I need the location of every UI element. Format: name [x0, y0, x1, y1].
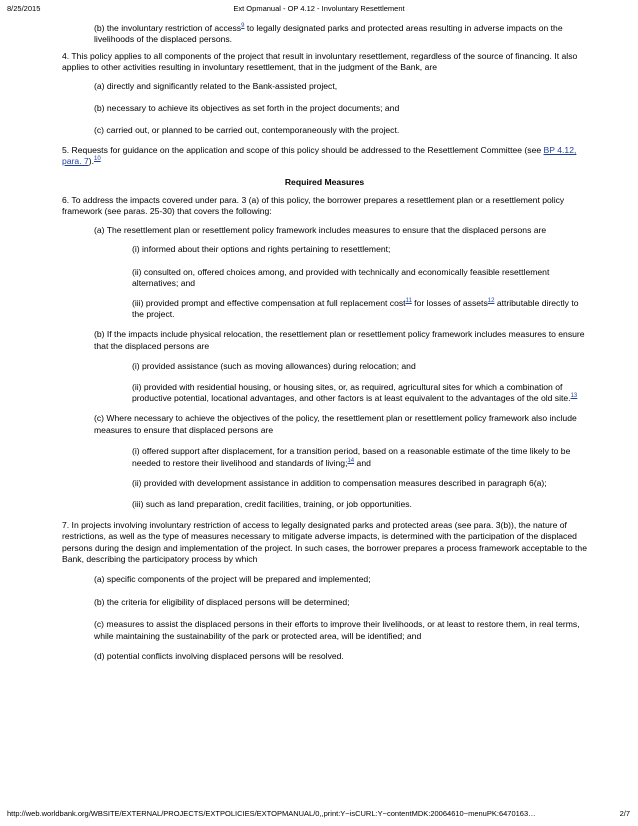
paragraph-7b: (b) the criteria for eligibility of displaced persons will be determined; [94, 596, 350, 607]
paragraph-4: 4. This policy applies to all components of the project that result in involuntary resettlement, regardless of the source of financing. It also applies to other activities resulting in involuntary resettlement, that in the judgment of the Bank, are [62, 50, 578, 73]
paragraph-6: 6. To address the impacts covered under para. 3 (a) of this policy, the borrower prepares a resettlement plan or a resettlement policy framework (see paras. 25-30) that covers the following: [62, 195, 565, 217]
paragraph-3b: (b) the involuntary restriction of access$^9$ to legally designated parks and protected areas resulting in adverse impacts on the livelihoods of the displaced persons. [94, 23, 563, 45]
footnote-link-10[interactable]: 10 [94, 156, 101, 163]
paragraph-6a-iii: (iii) provided prompt and effective compensation at full replacement cost$^{11}$ for losses of assets$^{12}$ attributable directly to the project. [132, 297, 579, 319]
page-number: 2/7 [619, 809, 630, 818]
paragraph-5: 5. Requests for guidance on the application and scope of this policy should be addressed to the Resettlement Committee (see BP 4.12, para. 7).$^{10}$ [62, 144, 577, 167]
paragraph-4b: (b) necessary to achieve its objectives as set forth in the project documents; and [94, 103, 400, 114]
paragraph-7: 7. In projects involving involuntary restriction of access to legally designated parks and protected areas (see para. 3(b)), the nature of restrictions, as well as the type of measures necessary to mitigate adverse impacts, is determined with the participation of the displaced persons during the design and implementation of the project. In such cases, the borrower prepares a process framework acceptable to the Bank, describing the participatory process by which [62, 519, 587, 564]
paragraph-6c-ii: (ii) provided with development assistance in addition to compensation measures described in paragraph 6(a); [132, 477, 547, 488]
footnote-link-13[interactable]: 13 [570, 392, 578, 399]
footnote-link-12[interactable]: 12 [487, 297, 495, 304]
paragraph-6c-iii: (iii) such as land preparation, credit facilities, training, or job opportunities. [132, 499, 412, 510]
footnote-link-11[interactable]: 11 [405, 297, 412, 304]
document-body [62, 23, 587, 662]
bp-4-12-link[interactable]: BP 4.12, para. 7 [62, 144, 577, 167]
paragraph-6c: (c) Where necessary to achieve the objectives of the policy, the resettlement plan or resettlement policy framework also include measures to ensure that displaced persons are [94, 413, 577, 435]
page-title: Ext Opmanual - OP 4.12 - Involuntary Resettlement [233, 4, 405, 13]
paragraph-6b-ii: (ii) provided with residential housing, or housing sites, or, as required, agricultural sites for which a combination of productive potential, locational advantages, and other factors is at least equivalent to the advantages of the old site.$^{13}$ [132, 381, 578, 403]
paragraph-6c-i: (i) offered support after displacement, for a transition period, based on a reasonable estimate of the time likely to be needed to restore their livelihood and standards of living;$^{14}$ and [132, 446, 571, 468]
footnote-link-9[interactable]: 9 [241, 23, 245, 29]
paragraph-6a: (a) The resettlement plan or resettlement policy framework includes measures to ensure that the displaced persons are [94, 224, 547, 235]
paragraph-6b: (b) If the impacts include physical relocation, the resettlement plan or resettlement policy framework includes measures to ensure that the displaced persons are [94, 329, 585, 351]
page-url: http://web.worldbank.org/WBSITE/EXTERNAL/PROJECTS/EXTPOLICIES/EXTOPMANUAL/0,,print:Y~isCURL:Y~contentMDK:20064610~menuPK:6470163… [7, 809, 536, 818]
paragraph-4a: (a) directly and significantly related to the Bank-assisted project, [94, 80, 338, 91]
paragraph-6a-i: (i) informed about their options and rights pertaining to resettlement; [132, 244, 391, 255]
paragraph-4c: (c) carried out, or planned to be carried out, contemporaneously with the project. [94, 125, 400, 136]
paragraph-6a-ii: (ii) consulted on, offered choices among, and provided with technically and economically feasible resettlement alternatives; and [132, 266, 550, 289]
paragraph-7a: (a) specific components of the project will be prepared and implemented; [94, 574, 371, 585]
paragraph-7c: (c) measures to assist the displaced persons in their efforts to improve their livelihoods, or at least to restore them, in real terms, while maintaining the sustainability of the park or protected area, will be identified; and [94, 619, 580, 641]
footnote-link-14[interactable]: 14 [347, 457, 355, 464]
paragraph-6b-i: (i) provided assistance (such as moving allowances) during relocation; and [132, 361, 416, 372]
print-date: 8/25/2015 [7, 4, 41, 13]
paragraph-7d: (d) potential conflicts involving displaced persons will be resolved. [94, 651, 344, 662]
section-heading: Required Measures [284, 176, 365, 187]
